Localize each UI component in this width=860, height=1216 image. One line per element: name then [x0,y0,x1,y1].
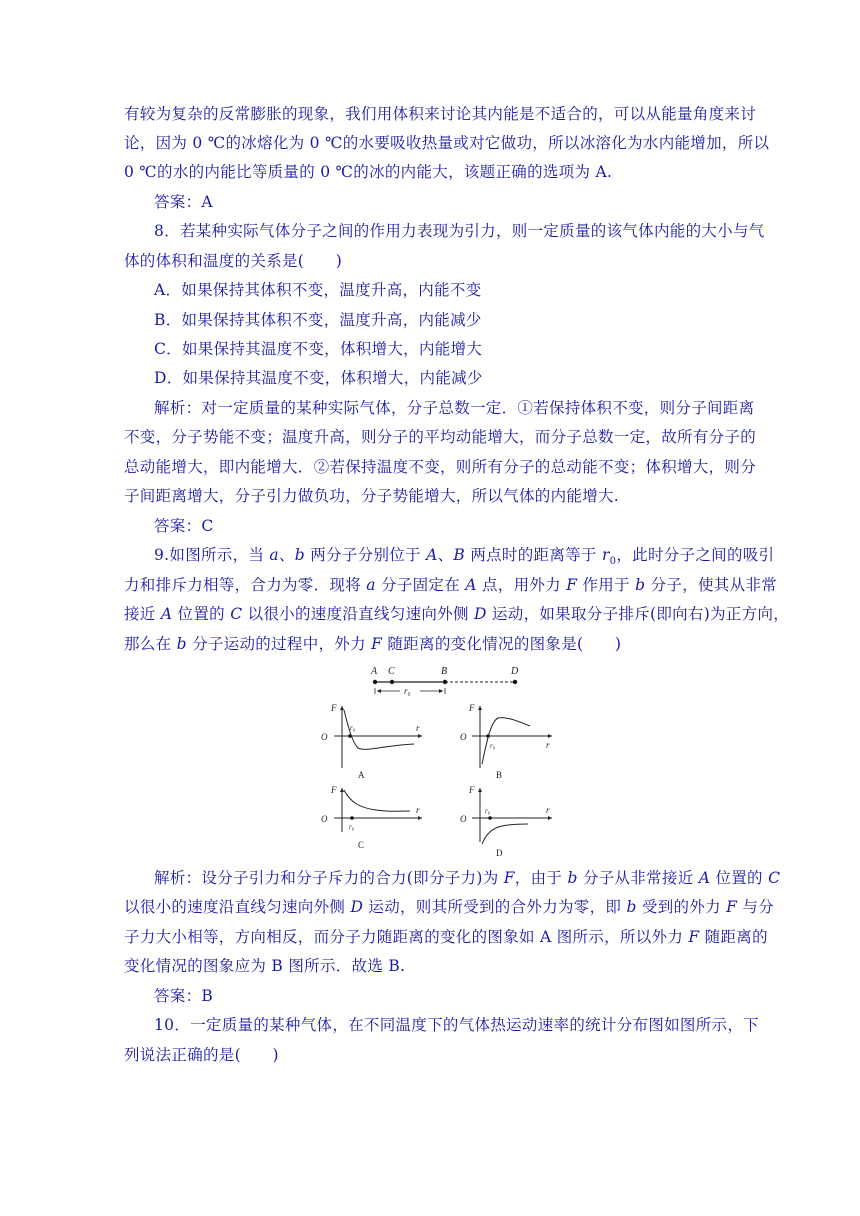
graph-label: B [496,770,503,780]
text-run: b [294,546,306,564]
axis-f-label: F [331,785,337,795]
text-run: 两分子分别位于 [305,546,427,564]
axis-r-label: r [416,723,420,733]
text-run: ，由于 [514,869,568,887]
text-run: B [453,546,466,564]
origin-label: O [321,732,328,742]
text-run: 接近 [124,605,161,623]
text-run: A [160,605,173,623]
text-line: 变化情况的图象应为 B 图所示．故选 B. [124,957,406,975]
point-label: C [388,666,395,677]
axis-r-label: r [546,740,550,750]
r0-label: r₀ [490,742,496,750]
text-run: 分子固定在 [375,576,466,594]
text-line: 体的体积和温度的关系是( ) [124,252,343,270]
r0-label: r₀ [485,807,491,815]
r0-label: r₀ [404,686,411,696]
text-run: 运动，则其所受到的合外力为零，即 [363,898,627,916]
analysis-line [124,864,781,893]
text-run: 随距离的 [699,928,768,946]
text-run: 两点时的距离等于 [465,546,602,564]
text-run: b [176,635,187,653]
text-run: 分子从非常接近 [577,869,699,887]
text-line: 总动能增大，即内能增大．②若保持温度不变，则所有分子的总动能不变；体积增大，则分 [124,458,757,476]
text-run: A [698,869,711,887]
answer-line: 答案：C [154,517,214,535]
analysis-line: 解析：对一定质量的某种实际气体，分子总数一定．①若保持体积不变，则分子间距离 [154,399,755,417]
text-run: F [371,635,383,653]
point-label: A [371,666,378,677]
graph-a [321,703,422,780]
graph-d [460,785,552,858]
text-run: F [726,898,738,916]
text-run: 子力大小相等，方向相反，而分子力随距离的变化的图象如 A 图所示，所以外力 [124,928,689,946]
text-run: D [350,898,364,916]
point-label: B [441,666,448,677]
axis-f-label: F [469,785,475,795]
text-run: C [230,605,243,623]
origin-label: O [321,814,328,824]
graph-label: D [496,848,503,858]
graph-b [460,703,552,780]
text-run: 那么在 [124,635,177,653]
text-run: 以很小的速度沿直线匀速向外侧 [242,605,475,623]
option-b: B．如果保持其体积不变，温度升高，内能减少 [154,311,482,329]
question-8-stem: 8．若某种实际气体分子之间的作用力表现为引力，则一定质量的该气体内能的大小与气 [154,222,765,240]
text-run: r [601,546,610,564]
option-d: D．如果保持其温度不变，体积增大，内能减少 [154,369,483,387]
text-run: 力和排斥力相等，合力为零．现将 [124,576,367,594]
text-run: 点，用外力 [476,576,567,594]
text-run: D [474,605,487,623]
origin-label: O [460,732,467,742]
option-c: C．如果保持其温度不变，体积增大，内能增大 [154,340,483,358]
answer-line: 答案：B [154,987,214,1005]
text-run: 位置的 [710,869,769,887]
text-line: 子间距离增大，分子引力做负功，分子势能增大，所以气体的内能增大. [124,487,620,505]
text-run: 分子运动的过程中，外力 [186,635,372,653]
option-a: A．如果保持其体积不变，温度升高，内能不变 [154,281,482,299]
position-line [370,666,519,696]
text-run: 解析：设分子引力和分子斥力的合力(即分子力)为 [154,869,504,887]
text-line: 论，因为 0 ℃的冰熔化为 0 ℃的水要吸收热量或对它做功，所以冰溶化为水内能增加，所以 [124,134,770,152]
text-run: F [688,928,700,946]
text-run: F [503,869,515,887]
text-run: b [626,898,637,916]
answer-line: 答案：A [154,193,213,211]
text-line: 不变，分子势能不变；温度升高，则分子的平均动能增大，而分子总数一定，故所有分子的 [124,428,757,446]
text-run: 分子，使其从非常 [645,576,778,594]
text-line: 有较为复杂的反常膨胀的现象，我们用体积来讨论其内能是不适合的，可以从能量角度来讨 [124,105,757,123]
text-run: ，此时分子之间的吸引 [616,546,775,564]
text-run: b [635,576,646,594]
text-line [124,893,775,922]
text-line [124,600,790,629]
r0-label: r₀ [350,724,356,732]
text-run: a [366,576,376,594]
molecule-force-figure [320,660,560,860]
text-run: 运动，如果取分子排斥(即向右)为正方向， [486,605,790,623]
text-run: A [465,576,477,594]
text-run: 、 [278,546,295,564]
text-line: 0 ℃的水的内能比等质量的 0 ℃的冰的内能大，该题正确的选项为 A. [124,163,613,181]
axis-f-label: F [469,703,475,713]
text-run: b [567,869,578,887]
r0-label: r₀ [349,823,355,831]
text-run: 作用于 [577,576,636,594]
point-label: D [511,666,519,677]
text-run: 9.如图所示，当 [154,546,270,564]
axis-f-label: F [331,703,337,713]
text-run: A [426,546,438,564]
graph-label: A [358,770,365,780]
text-run: 随距离的变化情况的图象是( ) [382,635,622,653]
text-run: 以很小的速度沿直线匀速向外侧 [124,898,351,916]
origin-label: O [460,814,467,824]
axis-r-label: r [546,805,550,815]
axis-r-label: r [416,805,420,815]
text-run: a [269,546,279,564]
question-10-stem: 10．一定质量的某种气体，在不同温度下的气体热运动速率的统计分布图如图所示，下 [154,1016,759,1034]
graph-label: C [358,840,365,850]
text-run: 受到的外力 [636,898,727,916]
text-run: 、 [437,546,454,564]
graph-c [321,785,422,850]
text-run: F [566,576,578,594]
text-line [124,630,740,659]
text-line [124,571,778,600]
text-line [124,923,768,952]
text-run: 位置的 [172,605,231,623]
text-line: 列说法正确的是( ) [124,1046,279,1064]
text-run: C [768,869,781,887]
text-run: 0 [609,556,617,568]
text-run: 与分 [737,898,775,916]
